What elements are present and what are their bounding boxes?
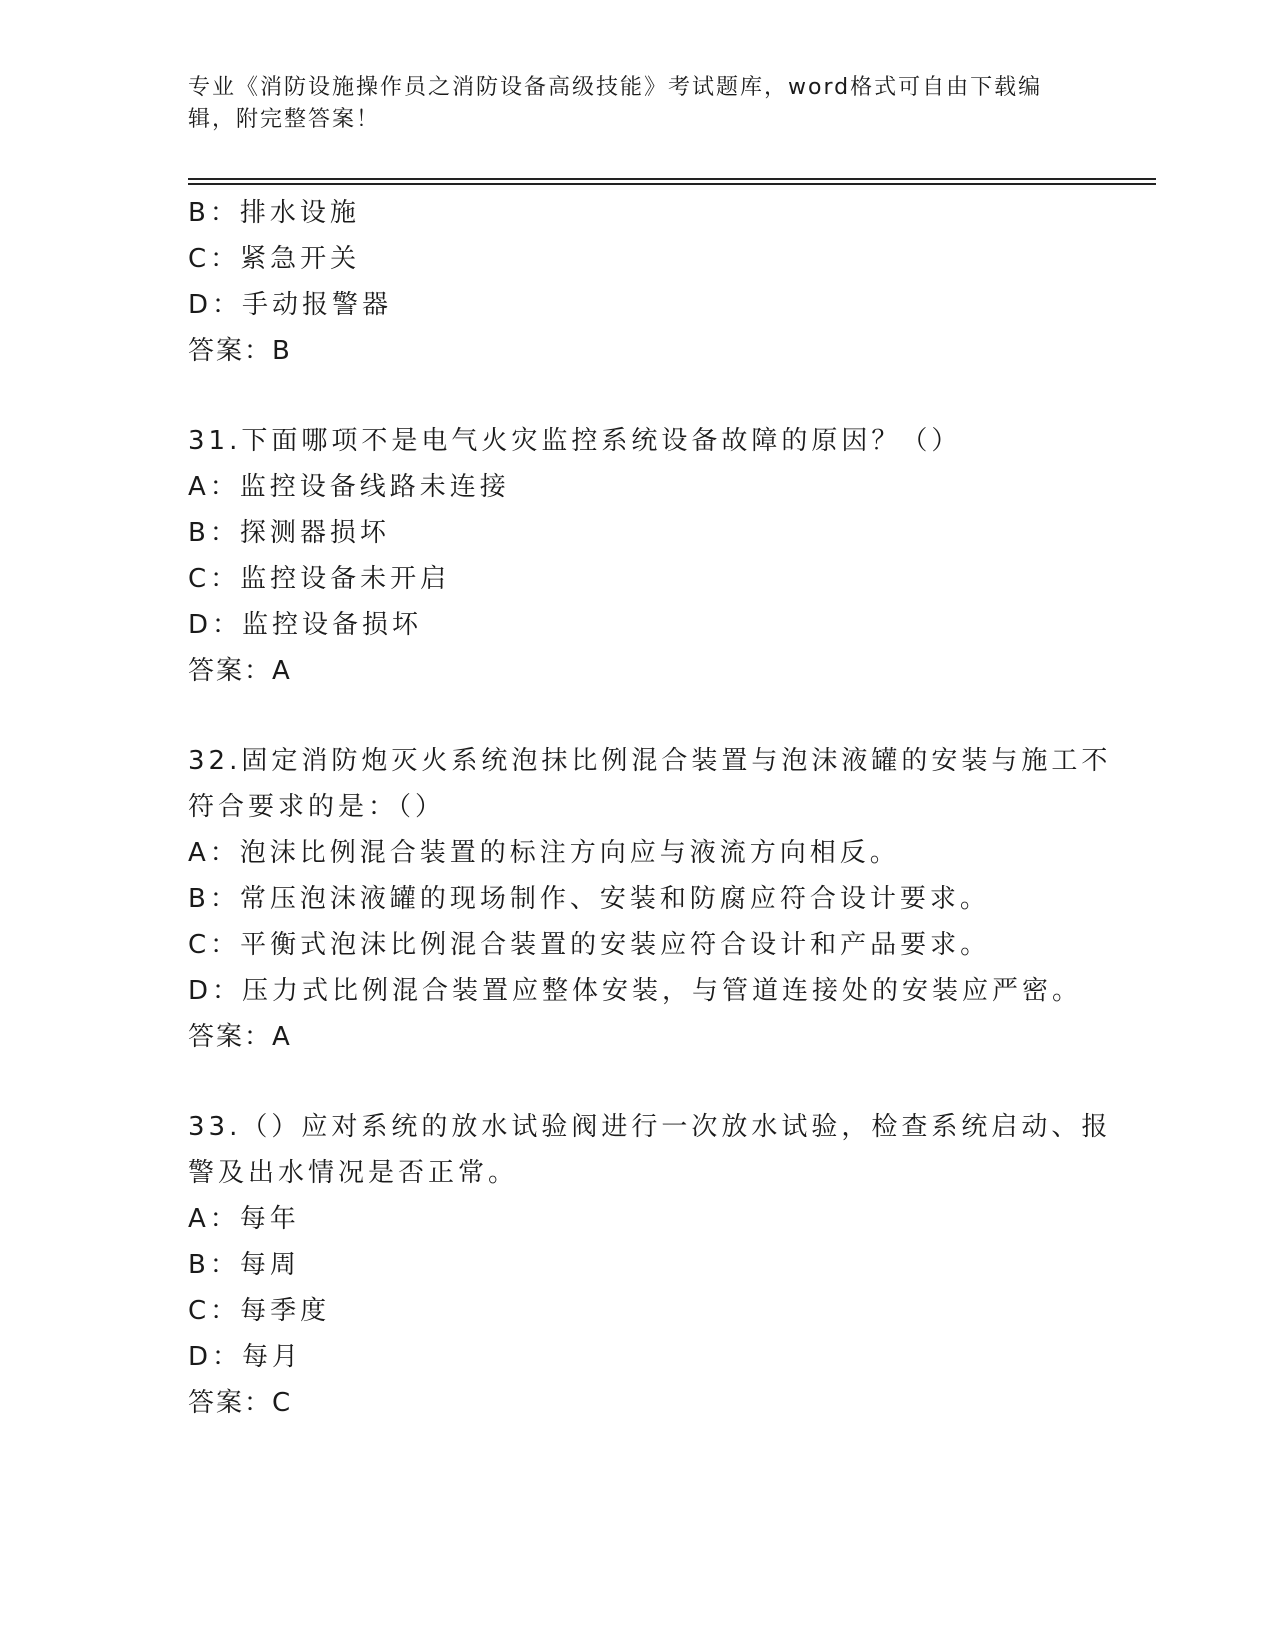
option-b: B：排水设施	[188, 198, 360, 228]
option-b: B：探测器损坏	[188, 518, 390, 548]
question-stem-line-2: 符合要求的是：（）	[188, 792, 446, 822]
header-divider-bottom	[188, 183, 1156, 185]
option-c: C：平衡式泡沫比例混合装置的安装应符合设计和产品要求。	[188, 930, 991, 960]
answer-line: 答案：A	[188, 656, 292, 686]
spacer	[188, 1060, 1088, 1104]
option-d: D：每月	[188, 1342, 303, 1372]
answer-line: 答案：B	[188, 336, 292, 366]
answer-line: 答案：A	[188, 1022, 292, 1052]
question-stem-line-2: 警及出水情况是否正常。	[188, 1158, 519, 1188]
question-31	[188, 418, 1088, 694]
option-c: C：紧急开关	[188, 244, 361, 274]
option-a: A：监控设备线路未连接	[188, 472, 510, 502]
option-c: C：监控设备未开启	[188, 564, 451, 594]
question-stem: 31.下面哪项不是电气火灾监控系统设备故障的原因？（）	[188, 426, 962, 456]
previous-question-block	[188, 190, 1088, 374]
question-33	[188, 1104, 1112, 1426]
spacer	[188, 374, 1088, 418]
option-d: D：压力式比例混合装置应整体安装，与管道连接处的安装应严密。	[188, 976, 1083, 1006]
question-list	[188, 190, 1112, 1426]
answer-line: 答案：C	[188, 1388, 293, 1418]
option-a: A：每年	[188, 1204, 300, 1234]
option-c: C：每季度	[188, 1296, 331, 1326]
header-divider-top	[188, 178, 1156, 180]
question-stem-line-1: 32.固定消防炮灭火系统泡抹比例混合装置与泡沫液罐的安装与施工不	[188, 746, 1112, 776]
question-32	[188, 738, 1112, 1060]
option-b: B：每周	[188, 1250, 300, 1280]
option-b: B：常压泡沫液罐的现场制作、安装和防腐应符合设计要求。	[188, 884, 990, 914]
spacer	[188, 694, 1088, 738]
page-header: 专业《消防设施操作员之消防设备高级技能》考试题库，word格式可自由下载编辑，附完整答案！	[188, 75, 1043, 132]
option-d: D：手动报警器	[188, 290, 393, 320]
question-stem-line-1: 33.（）应对系统的放水试验阀进行一次放水试验，检查系统启动、报	[188, 1112, 1112, 1142]
option-d: D：监控设备损坏	[188, 610, 423, 640]
option-a: A：泡沫比例混合装置的标注方向应与液流方向相反。	[188, 838, 900, 868]
